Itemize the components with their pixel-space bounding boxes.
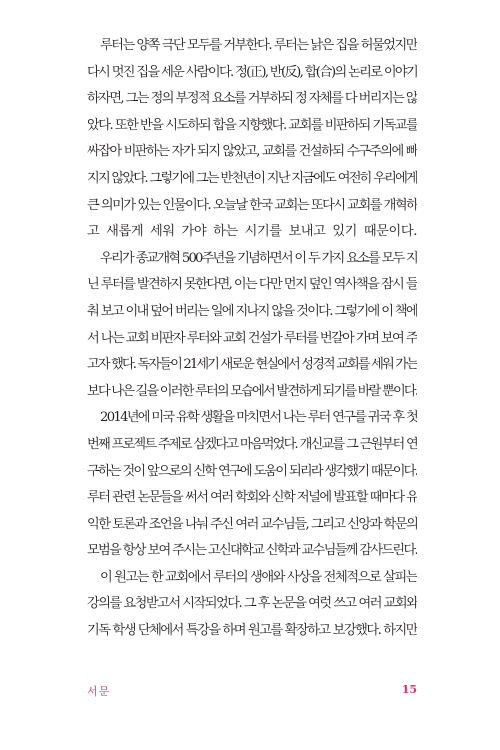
- text-line: 구하는 것이 앞으로의 신학 연구에 도움이 되리라 생각했기 때문이다.: [87, 463, 417, 479]
- text-line: 2014년에 미국 유학 생활을 마치면서 나는 루터 연구를 귀국 후 첫: [100, 410, 417, 426]
- text-line: 우리가 종교개혁 500주년을 기념하면서 이 두 가지 요소를 모두 지: [100, 250, 417, 266]
- text-line: 번째 프로젝트 주제로 삼겠다고 마음먹었다. 개신교를 그 근원부터 연: [87, 436, 417, 452]
- text-line: 고자 했다. 독자들이 21세기 새로운 현실에서 성경적 교회를 세워 가는: [87, 357, 417, 373]
- text-line: 익한 토론과 조언을 나눠 주신 여러 교수님들, 그리고 신앙과 학문의: [87, 516, 417, 532]
- paragraph: [87, 405, 417, 565]
- text-line: 지지 않았다. 그렇기에 그는 반천년이 지난 지금에도 여전히 우리에게: [87, 170, 417, 186]
- body-text: [87, 33, 417, 645]
- paragraph: [87, 33, 417, 246]
- text-line: 기독 학생 단체에서 특강을 하며 원고를 확장하고 보강했다. 하지만: [87, 623, 417, 639]
- text-line: 루터 관련 논문들을 써서 여러 학회와 신학 저널에 발표할 때마다 유: [87, 490, 417, 506]
- page-number: 15: [401, 683, 417, 696]
- text-line: 이 원고는 한 교회에서 루터의 생애와 사상을 전체적으로 살피는: [100, 569, 417, 585]
- text-line: 다시 멋진 집을 세운 사람이다. 정(正), 반(反), 합(合)의 논리로 이야기: [87, 64, 417, 80]
- paragraph: [87, 565, 417, 645]
- text-line: 모범을 항상 보여 주시는 고신대학교 신학과 교수님들께 감사드린다.: [87, 543, 417, 559]
- text-line: 닌 루터를 발견하지 못한다면, 이는 다만 먼지 덮인 역사책을 잠시 들: [87, 277, 417, 293]
- text-line: 고 새롭게 세워 가야 하는 시기를 보내고 있기 때문이다.: [87, 224, 417, 240]
- text-line: 하자면, 그는 정의 부정적 요소를 거부하되 정 자체를 다 버리지는 않: [87, 91, 417, 107]
- text-line: 강의를 요청받고서 시작되었다. 그 후 논문을 여럿 쓰고 여러 교회와: [87, 596, 417, 612]
- paragraph: [87, 246, 417, 406]
- running-footer-section-label: 서문: [87, 685, 111, 698]
- text-line: 싸잡아 비판하는 자가 되지 않았고, 교회를 건설하되 수구주의에 빠: [87, 144, 417, 160]
- text-line: 루터는 양쪽 극단 모두를 거부한다. 루터는 낡은 집을 허물었지만: [100, 38, 417, 53]
- text-line: 큰 의미가 있는 인물이다. 오늘날 한국 교회는 또다시 교회를 개혁하: [87, 197, 417, 213]
- text-line: 서 나는 교회 비판자 루터와 교회 건설가 루터를 번갈아 가며 보여 주: [87, 330, 417, 346]
- text-line: 보다 나은 길을 이러한 루터의 모습에서 발견하게 되기를 바랄 뿐이다.: [87, 383, 417, 399]
- text-line: 았다. 또한 반을 시도하되 합을 지향했다. 교회를 비판하되 기독교를: [87, 117, 417, 133]
- text-line: 춰 보고 이내 덮어 버리는 일에 지나지 않을 것이다. 그렇기에 이 책에: [87, 303, 417, 319]
